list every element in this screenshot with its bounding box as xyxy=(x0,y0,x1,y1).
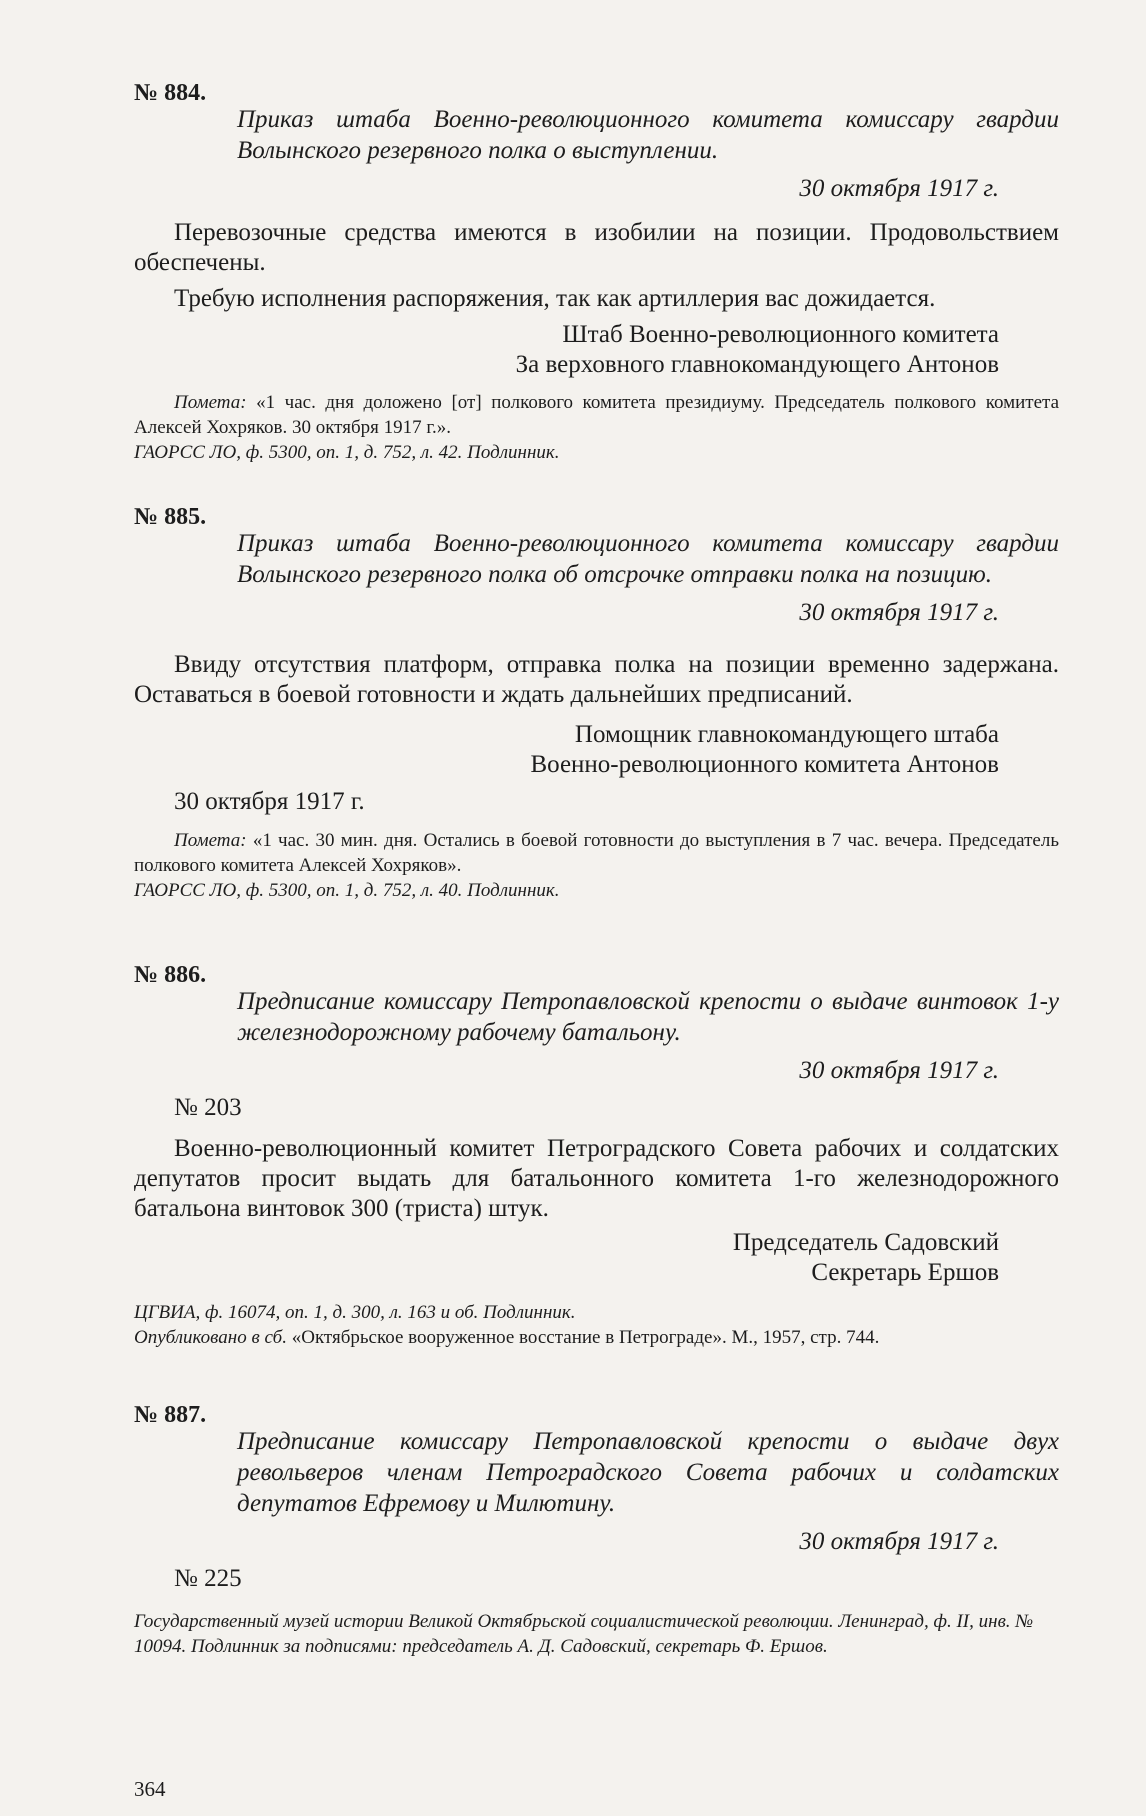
signature-line: За верховного главнокомандующего Антонов xyxy=(515,351,999,378)
note-text: «1 час. 30 мин. дня. Остались в боевой готовности до выступления в 7 час. вечера. Председатель полкового комитета Алексей Хохряков». xyxy=(134,830,1059,876)
published-label: Опубликовано в сб. xyxy=(134,1327,287,1348)
document-884 xyxy=(134,78,1059,465)
publication-reference xyxy=(134,1325,1059,1350)
note-label: Помета: xyxy=(174,830,247,851)
document-heading: Предписание комиссару Петропавловской крепости о выдаче двух револьверов членам Петроградского Совета рабочих и солдатских депутатов Ефремову и Милютину. xyxy=(237,1428,1059,1517)
outgoing-number: № 203 xyxy=(174,1094,242,1121)
signature-line: Штаб Военно-революционного комитета xyxy=(562,321,999,348)
archival-note xyxy=(134,828,1059,878)
document-date-line: 30 октября 1917 г. xyxy=(174,788,365,815)
document-date: 30 октября 1917 г. xyxy=(799,599,999,626)
document-heading: Приказ штаба Военно-революционного комитета комиссару гвардии Волынского резервного полка о выступлении. xyxy=(237,106,1059,164)
archive-source: ГАОРСС ЛО, ф. 5300, оп. 1, д. 752, л. 42. Подлинник. xyxy=(134,442,560,463)
document-number: № 884. xyxy=(134,80,207,106)
published-text: «Октябрьское вооруженное восстание в Петрограде». М., 1957, стр. 744. xyxy=(291,1327,880,1348)
archive-source: ГАОРСС ЛО, ф. 5300, оп. 1, д. 752, л. 40. Подлинник. xyxy=(134,880,560,901)
document-number: № 885. xyxy=(134,504,207,530)
page-number: 364 xyxy=(134,1777,166,1801)
archive-source: Государственный музей истории Великой Октябрьской социалистической революции. Ленинград, ф. II, инв. № 10094. Подлинник за подписями: председатель А. Д. Садовский, секретарь Ф. Ершов. xyxy=(134,1611,1034,1657)
signature-line: Помощник главнокомандующего штаба xyxy=(574,721,999,748)
document-heading: Предписание комиссару Петропавловской крепости о выдаче винтовок 1-у железнодорожному рабочему батальону. xyxy=(237,988,1059,1046)
document-885 xyxy=(134,502,1059,903)
signature-line: Секретарь Ершов xyxy=(811,1259,999,1286)
document-886 xyxy=(134,960,1059,1350)
note-text: «1 час. дня доложено [от] полкового комитета президиуму. Председатель полкового комитета Алексей Хохряков. 30 октября 1917 г.». xyxy=(134,392,1060,438)
body-paragraph: Перевозочные средства имеются в изобилии на позиции. Продовольствием обеспечены. xyxy=(134,219,1059,276)
body-paragraph: Ввиду отсутствия платформ, отправка полка на позиции временно задержана. Оставаться в боевой готовности и ждать дальнейших предписаний. xyxy=(134,651,1059,708)
document-date: 30 октября 1917 г. xyxy=(799,1057,999,1084)
outgoing-number: № 225 xyxy=(174,1565,242,1592)
document-number: № 886. xyxy=(134,962,207,988)
note-label: Помета: xyxy=(174,392,247,413)
document-date: 30 октября 1917 г. xyxy=(799,175,999,202)
signature-line: Военно-революционного комитета Антонов xyxy=(530,751,999,778)
document-date: 30 октября 1917 г. xyxy=(799,1528,999,1555)
archival-note xyxy=(134,390,1059,440)
archive-source: ЦГВИА, ф. 16074, оп. 1, д. 300, л. 163 и об. Подлинник. xyxy=(134,1302,576,1323)
body-paragraph: Требую исполнения распоряжения, так как артиллерия вас дожидается. xyxy=(174,285,936,312)
body-paragraph: Военно-революционный комитет Петроградского Совета рабочих и солдатских депутатов просит выдать для батальонного комитета 1-го железнодорожного батальона винтовок 300 (триста) штук. xyxy=(134,1135,1059,1222)
document-number: № 887. xyxy=(134,1402,207,1428)
document-887 xyxy=(134,1400,1059,1659)
document-heading: Приказ штаба Военно-революционного комитета комиссару гвардии Волынского резервного полка об отсрочке отправки полка на позицию. xyxy=(237,530,1059,588)
signature-line: Председатель Садовский xyxy=(732,1229,999,1256)
